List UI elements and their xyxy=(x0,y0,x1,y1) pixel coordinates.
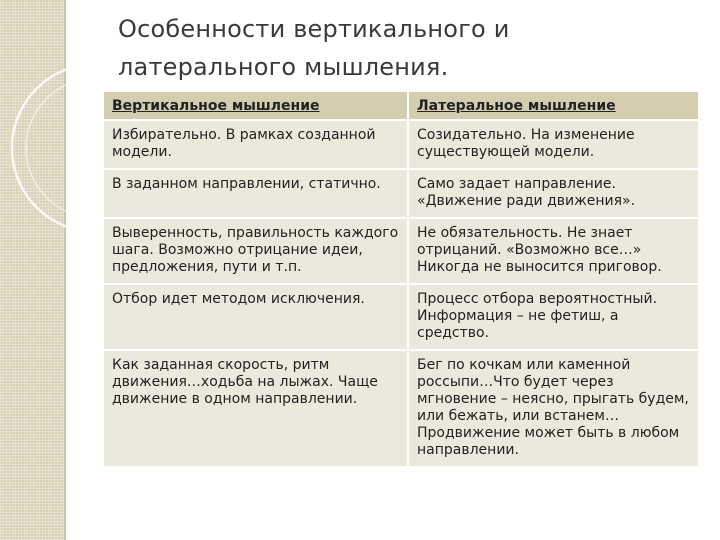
table-row xyxy=(104,170,698,217)
header-vertical-thinking: Вертикальное мышление xyxy=(104,92,409,119)
table-cell-lateral: Не обязательность. Не знает отрицаний. «Возможно все…» Никогда не выносится приговор. xyxy=(409,219,698,283)
slide-title-line-2: латерального мышления. xyxy=(118,53,449,81)
table-cell-lateral: Созидательно. На изменение существующей модели. xyxy=(409,121,698,168)
decorative-side-band xyxy=(0,0,66,540)
table-row xyxy=(104,285,698,349)
table-cell-vertical: Как заданная скорость, ритм движения…ходьба на лыжах. Чаще движение в одном направлении. xyxy=(104,351,409,466)
table-cell-lateral: Процесс отбора вероятностный. Информация – не фетиш, а средство. xyxy=(409,285,698,349)
header-lateral-thinking: Латеральное мышление xyxy=(409,92,698,119)
table-cell-vertical: В заданном направлении, статично. xyxy=(104,170,409,217)
table-row xyxy=(104,121,698,168)
table-row xyxy=(104,351,698,466)
table-cell-lateral: Бег по кочкам или каменной россыпи…Что будет через мгновение – неясно, прыгать будем, или бежать, или встанем… Продвижение может быть в любом направлении. xyxy=(409,351,698,466)
table-cell-vertical: Отбор идет методом исключения. xyxy=(104,285,409,349)
comparison-table xyxy=(104,90,698,468)
table-cell-vertical: Выверенность, правильность каждого шага. Возможно отрицание идеи, предложения, пути и т.п. xyxy=(104,219,409,283)
slide-title xyxy=(118,10,708,86)
table-row xyxy=(104,219,698,283)
table-cell-lateral: Само задает направление. «Движение ради движения». xyxy=(409,170,698,217)
table-cell-vertical: Избирательно. В рамках созданной модели. xyxy=(104,121,409,168)
slide-title-line-1: Особенности вертикального и xyxy=(118,15,510,43)
table-header-row xyxy=(104,92,698,119)
